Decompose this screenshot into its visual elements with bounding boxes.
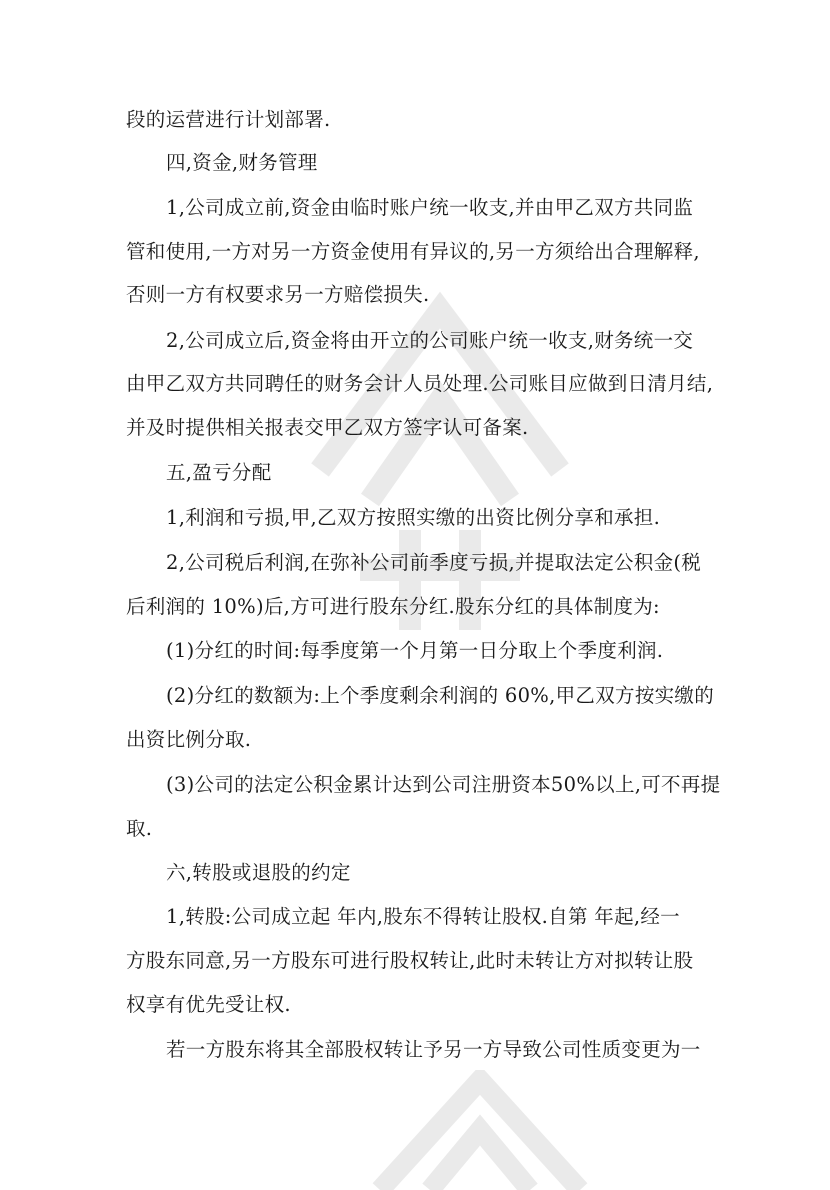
paragraph-line: 1,转股:公司成立起 年内,股东不得转让股权.自第 年起,经一 bbox=[166, 905, 680, 928]
paragraph-line: 并及时提供相关报表交甲乙双方签字认可备案. bbox=[126, 416, 529, 439]
watermark-logo-icon bbox=[300, 270, 580, 650]
paragraph-line: 2,公司成立后,资金将由开立的公司账户统一收支,财务统一交 bbox=[166, 329, 694, 352]
paragraph-line: 后利润的 10%)后,方可进行股东分红.股东分红的具体制度为: bbox=[126, 595, 660, 618]
list-item-line: (1)分红的时间:每季度第一个月第一日分取上个季度利润. bbox=[166, 639, 664, 662]
list-item-line: 出资比例分取. bbox=[126, 728, 252, 751]
list-item-line: 取. bbox=[126, 817, 153, 840]
paragraph-line: 否则一方有权要求另一方赔偿损失. bbox=[126, 283, 430, 306]
section-heading: 四,资金,财务管理 bbox=[166, 151, 318, 174]
paragraph-line: 2,公司税后利润,在弥补公司前季度亏损,并提取法定公积金(税 bbox=[166, 551, 702, 574]
paragraph-line: 1,利润和亏损,甲,乙双方按照实缴的出资比例分享和承担. bbox=[166, 506, 661, 529]
watermark-logo-icon bbox=[360, 1070, 600, 1190]
paragraph-line: 管和使用,一方对另一方资金使用有异议的,另一方须给出合理解释, bbox=[126, 240, 700, 263]
list-item-line: (3)公司的法定公积金累计达到公司注册资本50%以上,可不再提 bbox=[166, 773, 721, 796]
paragraph-line: 若一方股东将其全部股权转让予另一方导致公司性质变更为一 bbox=[166, 1038, 701, 1061]
section-heading: 六,转股或退股的约定 bbox=[166, 861, 351, 884]
paragraph-line: 由甲乙双方共同聘任的财务会计人员处理.公司账目应做到日清月结, bbox=[126, 372, 714, 395]
list-item-line: (2)分红的数额为:上个季度剩余利润的 60%,甲乙双方按实缴的 bbox=[166, 684, 715, 707]
section-heading: 五,盈亏分配 bbox=[166, 461, 272, 484]
text-line: 段的运营进行计划部署. bbox=[126, 108, 331, 131]
paragraph-line: 方股东同意,另一方股东可进行股权转让,此时未转让方对拟转让股 bbox=[126, 949, 694, 972]
paragraph-line: 权享有优先受让权. bbox=[126, 993, 291, 1016]
paragraph-line: 1,公司成立前,资金由临时账户统一收支,并由甲乙双方共同监 bbox=[166, 196, 694, 219]
